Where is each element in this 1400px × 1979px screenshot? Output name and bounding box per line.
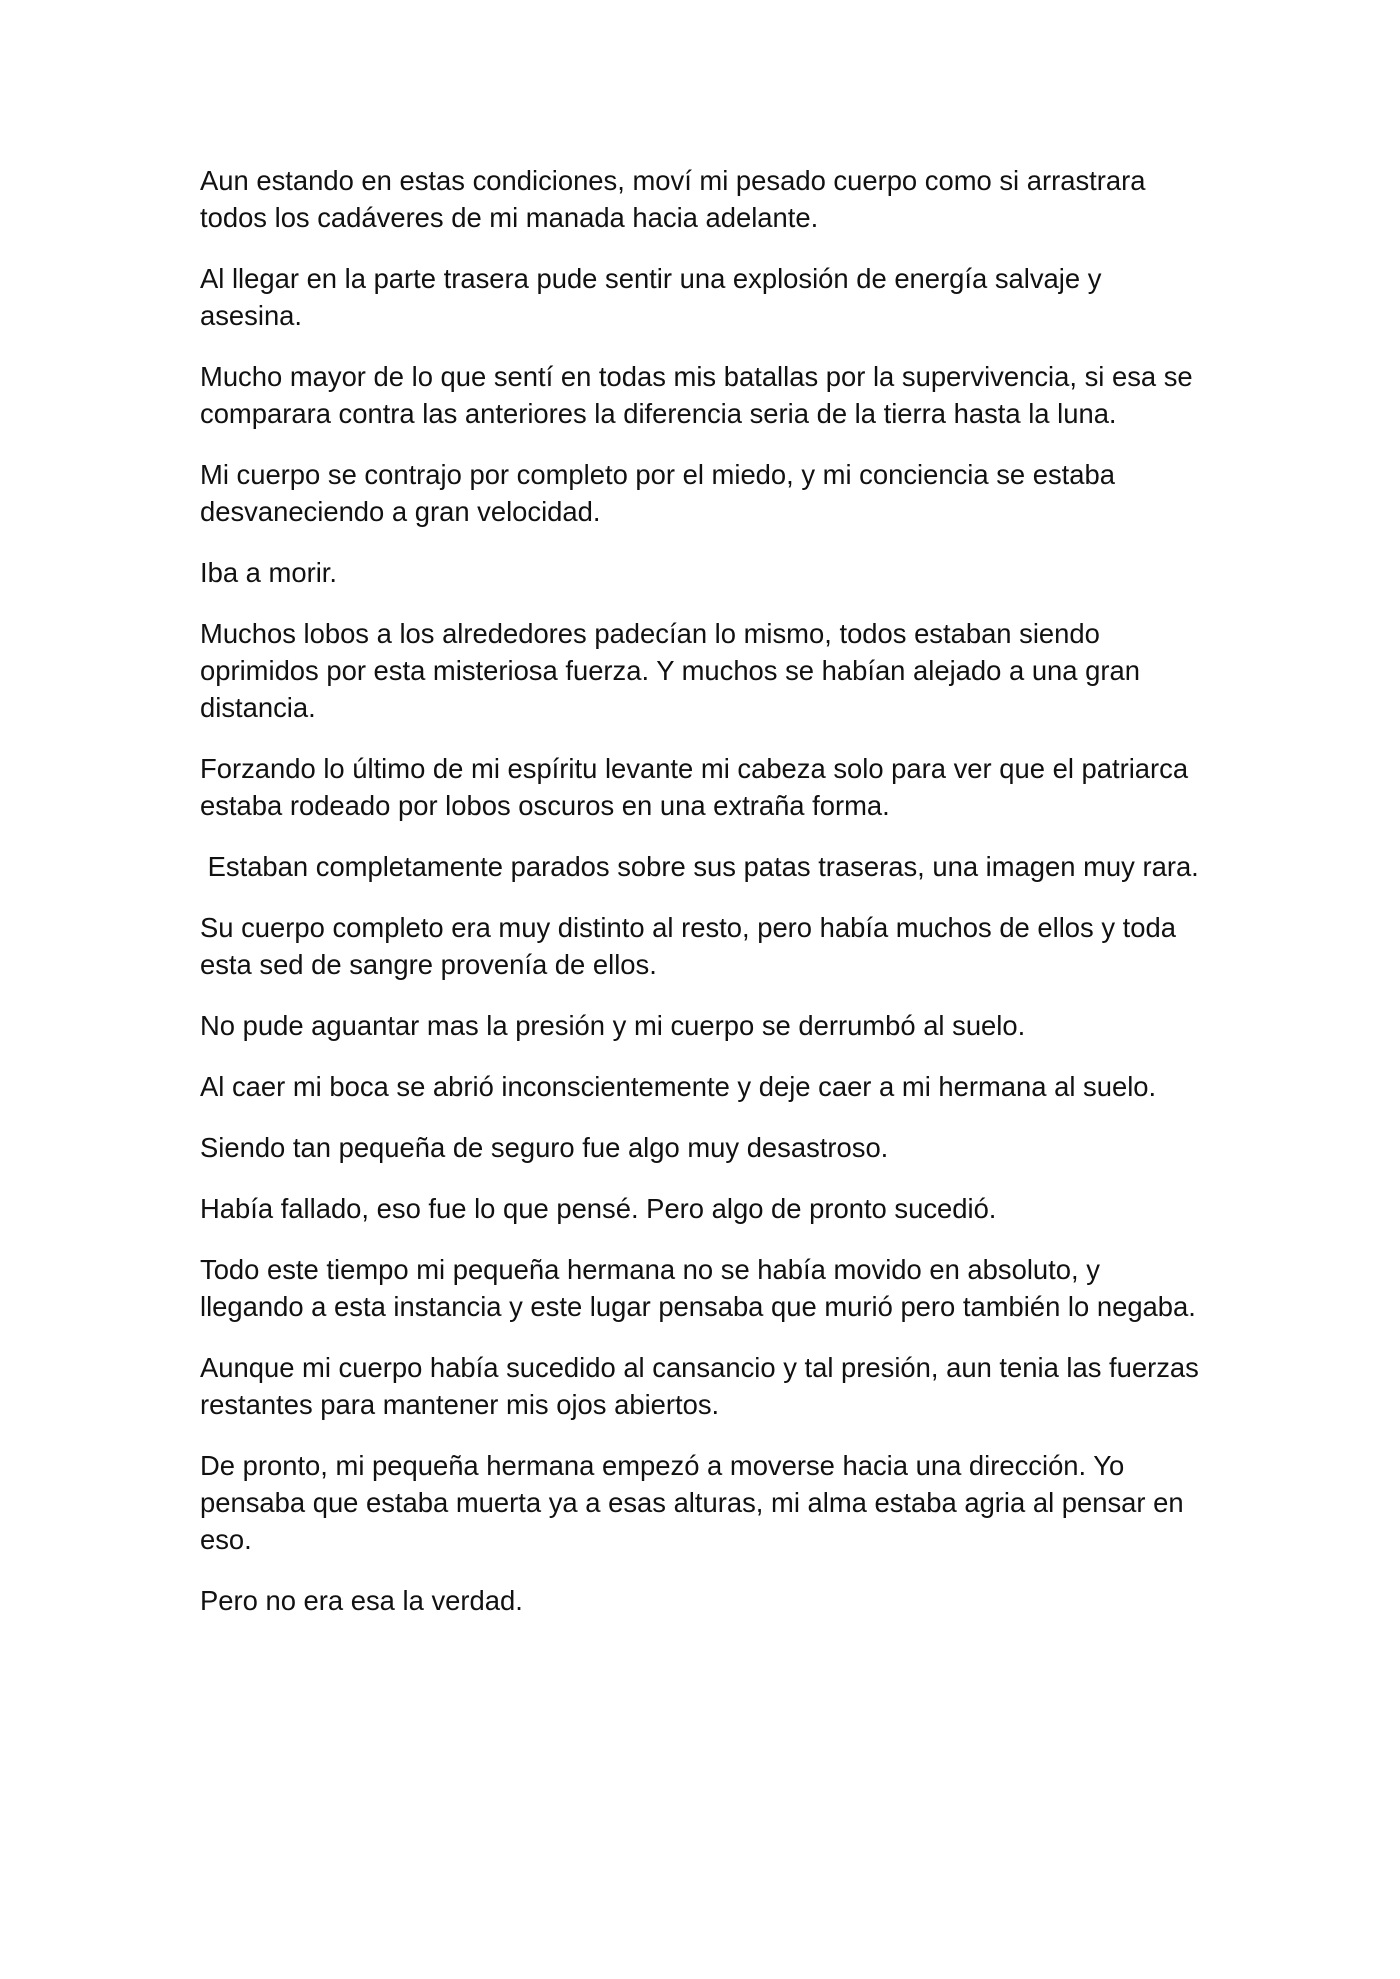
paragraph: Muchos lobos a los alrededores padecían lo mismo, todos estaban siendo oprimidos por esta misteriosa fuerza. Y muchos se habían alejado a una gran distancia. [200,618,1148,723]
paragraph: Mucho mayor de lo que sentí en todas mis batallas por la supervivencia, si esa se comparara contra las anteriores la diferencia seria de la tierra hasta la luna. [200,361,1201,429]
paragraph: Todo este tiempo mi pequeña hermana no se había movido en absoluto, y llegando a esta instancia y este lugar pensaba que murió pero también lo negaba. [200,1254,1196,1322]
paragraph: Al llegar en la parte trasera pude sentir una explosión de energía salvaje y asesina. [200,263,1110,331]
paragraph: Mi cuerpo se contrajo por completo por el miedo, y mi conciencia se estaba desvaneciendo a gran velocidad. [200,459,1123,527]
paragraph: De pronto, mi pequeña hermana empezó a moverse hacia una dirección. Yo pensaba que estaba muerta ya a esas alturas, mi alma estaba agria al pensar en eso. [200,1450,1192,1555]
paragraph: Aun estando en estas condiciones, moví mi pesado cuerpo como si arrastrara todos los cadáveres de mi manada hacia adelante. [200,165,1154,233]
paragraph: Estaban completamente parados sobre sus patas traseras, una imagen muy rara. [200,851,1199,882]
paragraph: Aunque mi cuerpo había sucedido al cansancio y tal presión, aun tenia las fuerzas restantes para mantener mis ojos abiertos. [200,1352,1207,1420]
paragraph: Pero no era esa la verdad. [200,1585,523,1616]
paragraph: Siendo tan pequeña de seguro fue algo muy desastroso. [200,1132,889,1163]
paragraph: Su cuerpo completo era muy distinto al resto, pero había muchos de ellos y toda esta sed de sangre provenía de ellos. [200,912,1184,980]
paragraph: Forzando lo último de mi espíritu levante mi cabeza solo para ver que el patriarca estaba rodeado por lobos oscuros en una extraña forma. [200,753,1196,821]
paragraph: Había fallado, eso fue lo que pensé. Pero algo de pronto sucedió. [200,1193,997,1224]
paragraph: Iba a morir. [200,557,338,588]
paragraph: Al caer mi boca se abrió inconscientemente y deje caer a mi hermana al suelo. [200,1071,1157,1102]
paragraph: No pude aguantar mas la presión y mi cuerpo se derrumbó al suelo. [200,1010,1026,1041]
body-text [200,162,1207,1643]
